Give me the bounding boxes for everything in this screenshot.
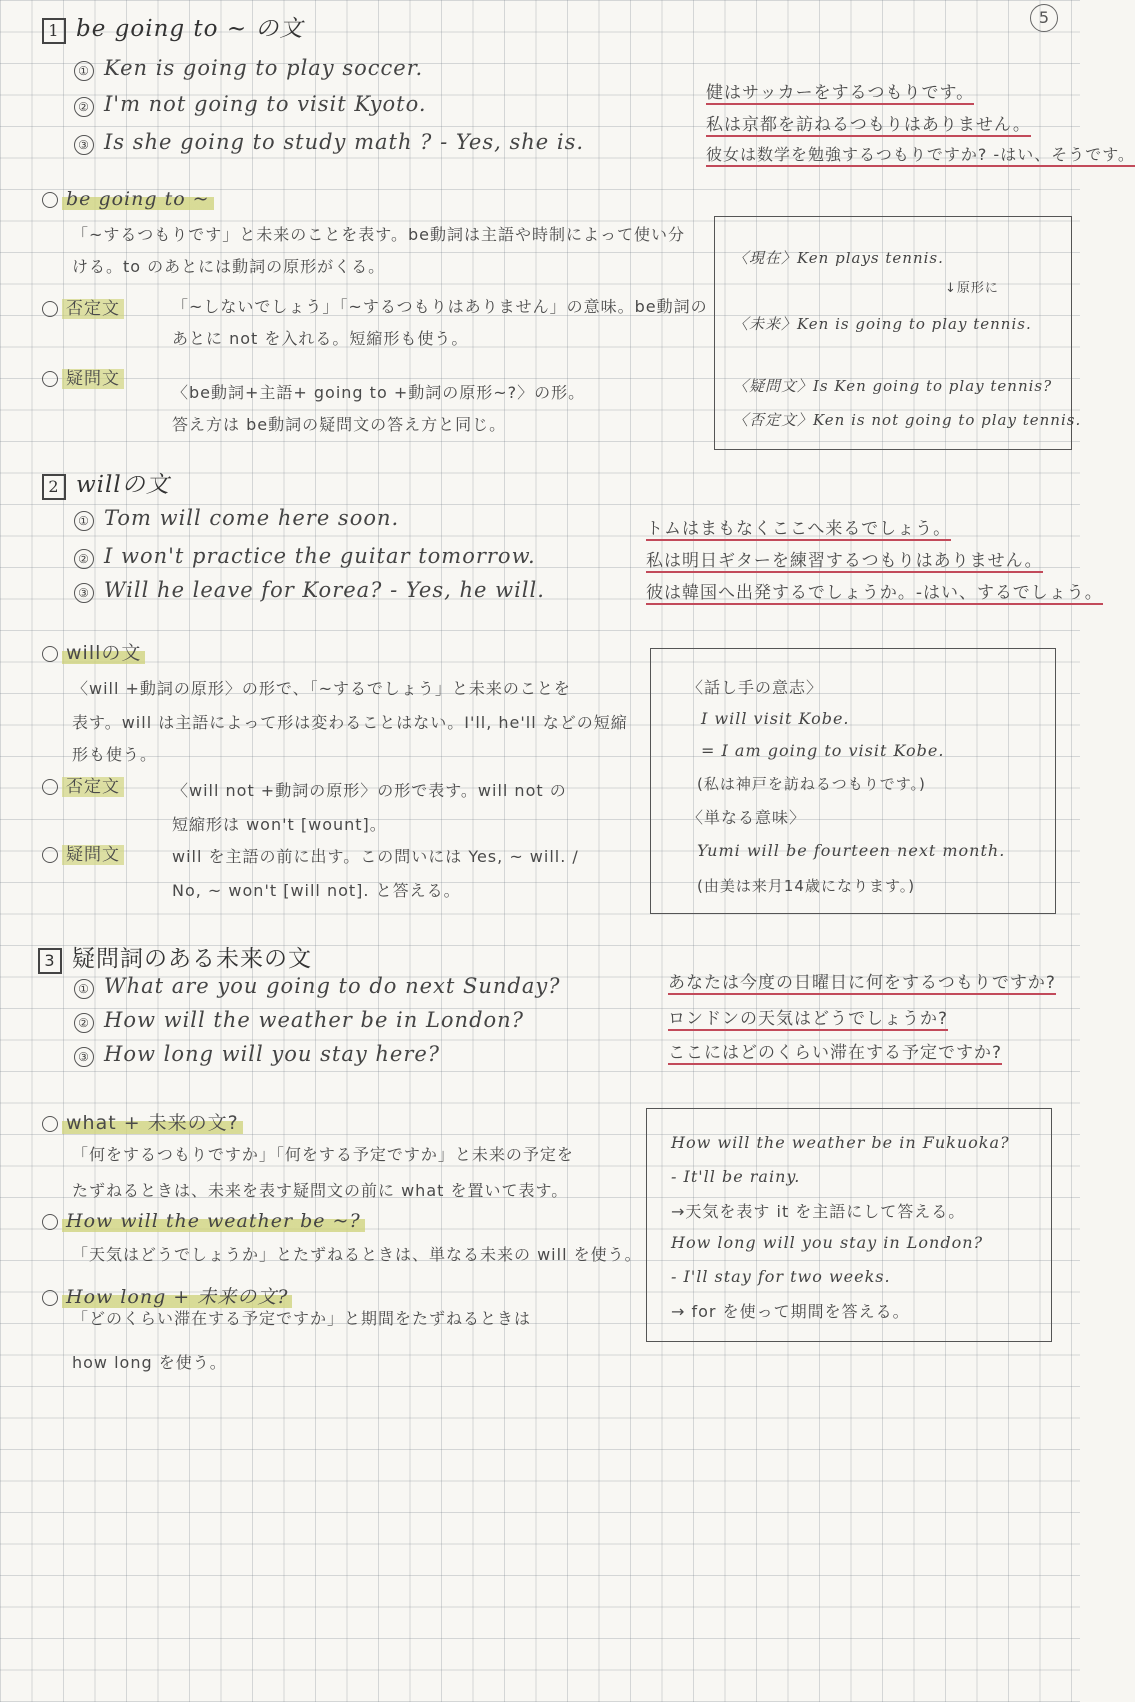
section3-title: 疑問詞のある未来の文	[72, 946, 312, 972]
s3-translation-2: ロンドンの天気はどうでしょうか?	[668, 1004, 948, 1031]
s1-translation-1: 健はサッカーをするつもりです。	[706, 78, 974, 105]
s2-translation-1: トムはまもなくここへ来るでしょう。	[646, 514, 951, 541]
section2-heading	[42, 466, 170, 500]
s2-box-line-1: 〈話し手の意志〉	[687, 678, 824, 697]
s1-note-2-line-1: 「~しないでしょう」「~するつもりはありません」の意味。be動詞の	[172, 297, 708, 316]
s3-box-line-3: →天気を表す it を主語にして答える。	[671, 1202, 966, 1221]
s3-translation-1: あなたは今度の日曜日に何をするつもりですか?	[668, 968, 1056, 995]
s2-example-3: ③ Will he leave for Korea? - Yes, he will.	[74, 578, 545, 603]
s2-box-line-7: (由美は来月14歳になります。)	[697, 877, 916, 895]
s2-note-1-label: willの文	[42, 638, 145, 665]
s2-example-box	[650, 648, 1056, 914]
s1-box-line-3: 〈未来〉Ken is going to play tennis.	[733, 315, 1032, 333]
s1-example-1: ① Ken is going to play soccer.	[74, 56, 423, 81]
s2-box-line-6: Yumi will be fourteen next month.	[697, 841, 1006, 860]
s1-note-3-line-2: 答え方は be動詞の疑問文の答え方と同じ。	[172, 415, 507, 434]
s3-note-1-label: what + 未来の文?	[42, 1108, 243, 1135]
s1-note-1-line-1: 「~するつもりです」と未来のことを表す。be動詞は主語や時制によって使い分	[72, 225, 685, 244]
s2-box-line-4: (私は神戸を訪ねるつもりです。)	[697, 775, 926, 793]
s2-note-3-line-1: will を主語の前に出す。この問いには Yes, ~ will. /	[172, 847, 579, 866]
s2-note-2-line-1: 〈will not +動詞の原形〉の形で表す。will not の	[172, 781, 567, 800]
s3-note-1-line-1: 「何をするつもりですか」「何をする予定ですか」と未来の予定を	[72, 1145, 574, 1164]
s3-note-3-label: How long + 未来の文?	[42, 1282, 292, 1309]
s3-note-3-line-2: how long を使う。	[72, 1353, 227, 1372]
s3-note-3-line-1: 「どのくらい滞在する予定ですか」と期間をたずねるときは	[72, 1309, 532, 1328]
s1-translation-3: 彼女は数学を勉強するつもりですか? -はい、そうです。	[706, 142, 1135, 167]
s1-box-line-1: 〈現在〉Ken plays tennis.	[733, 249, 944, 267]
s1-note-1-label: be going to ~	[42, 188, 214, 210]
s2-box-line-5: 〈単なる意味〉	[687, 808, 807, 827]
s3-note-2-label: How will the weather be ~?	[42, 1210, 365, 1232]
section3-number: 3	[38, 948, 62, 974]
s2-note-3-label: 疑問文	[42, 840, 124, 865]
s1-note-1-line-2: ける。to のあとには動詞の原形がくる。	[72, 257, 386, 276]
s1-box-line-2: ↓原形に	[945, 281, 999, 296]
s3-note-2-line-1: 「天気はどうでしょうか」とたずねるときは、単なる未来の will を使う。	[72, 1245, 642, 1264]
s2-box-line-2: I will visit Kobe.	[701, 709, 850, 728]
s1-example-box	[714, 216, 1082, 450]
s3-box-line-6: → for を使って期間を答える。	[671, 1302, 910, 1321]
s2-note-1-line-3: 形も使う。	[72, 745, 158, 764]
section2-title: willの文	[76, 472, 170, 498]
section1-heading	[42, 10, 303, 44]
s3-example-2: ② How will the weather be in London?	[74, 1008, 524, 1033]
section1-title: be going to ~ の文	[76, 16, 304, 42]
s1-translation-2: 私は京都を訪ねるつもりはありません。	[706, 110, 1031, 137]
section2-number: 2	[42, 474, 66, 500]
s2-example-1: ① Tom will come here soon.	[74, 506, 399, 531]
s1-box-line-5: 〈否定文〉Ken is not going to play tennis.	[733, 411, 1082, 429]
s2-note-2-line-2: 短縮形は won't [wount]。	[172, 815, 387, 834]
s3-translation-3: ここにはどのくらい滞在する予定ですか?	[668, 1038, 1002, 1065]
s2-example-2: ② I won't practice the guitar tomorrow.	[74, 544, 536, 569]
s1-example-2: ② I'm not going to visit Kyoto.	[74, 92, 427, 117]
s3-box-line-4: How long will you stay in London?	[671, 1233, 984, 1252]
s2-note-3-line-2: No, ~ won't [will not]. と答える。	[172, 881, 461, 900]
section3-heading	[38, 940, 312, 974]
s3-box-line-1: How will the weather be in Fukuoka?	[671, 1133, 1010, 1152]
s2-note-1-line-1: 〈will +動詞の原形〉の形で、「~するでしょう」と未来のことを	[72, 679, 571, 698]
s3-box-line-5: - I'll stay for two weeks.	[671, 1267, 891, 1286]
s1-note-3-line-1: 〈be動詞+主語+ going to +動詞の原形~?〉の形。	[172, 383, 586, 402]
s1-box-line-4: 〈疑問文〉Is Ken going to play tennis?	[733, 377, 1053, 395]
s2-note-2-label: 否定文	[42, 772, 124, 797]
s2-translation-3: 彼は韓国へ出発するでしょうか。-はい、するでしょう。	[646, 578, 1103, 605]
s1-note-2-line-2: あとに not を入れる。短縮形も使う。	[172, 329, 469, 348]
s1-note-2-label: 否定文	[42, 294, 124, 319]
s1-example-3: ③ Is she going to study math ? - Yes, she is.	[74, 130, 584, 155]
s1-note-3-label: 疑問文	[42, 364, 124, 389]
s3-box-line-2: - It'll be rainy.	[671, 1167, 801, 1186]
s2-translation-2: 私は明日ギターを練習するつもりはありません。	[646, 546, 1043, 573]
s3-example-1: ① What are you going to do next Sunday?	[74, 974, 561, 999]
s2-note-1-line-2: 表す。will は主語によって形は変わることはない。I'll, he'll などの短縮	[72, 713, 628, 732]
section1-number: 1	[42, 18, 66, 44]
s3-note-1-line-2: たずねるときは、未来を表す疑問文の前に what を置いて表す。	[72, 1181, 569, 1200]
page-number: 5	[1030, 4, 1058, 32]
s3-example-box	[646, 1108, 1052, 1342]
s2-box-line-3: = I am going to visit Kobe.	[701, 741, 945, 760]
s3-example-3: ③ How long will you stay here?	[74, 1042, 440, 1067]
